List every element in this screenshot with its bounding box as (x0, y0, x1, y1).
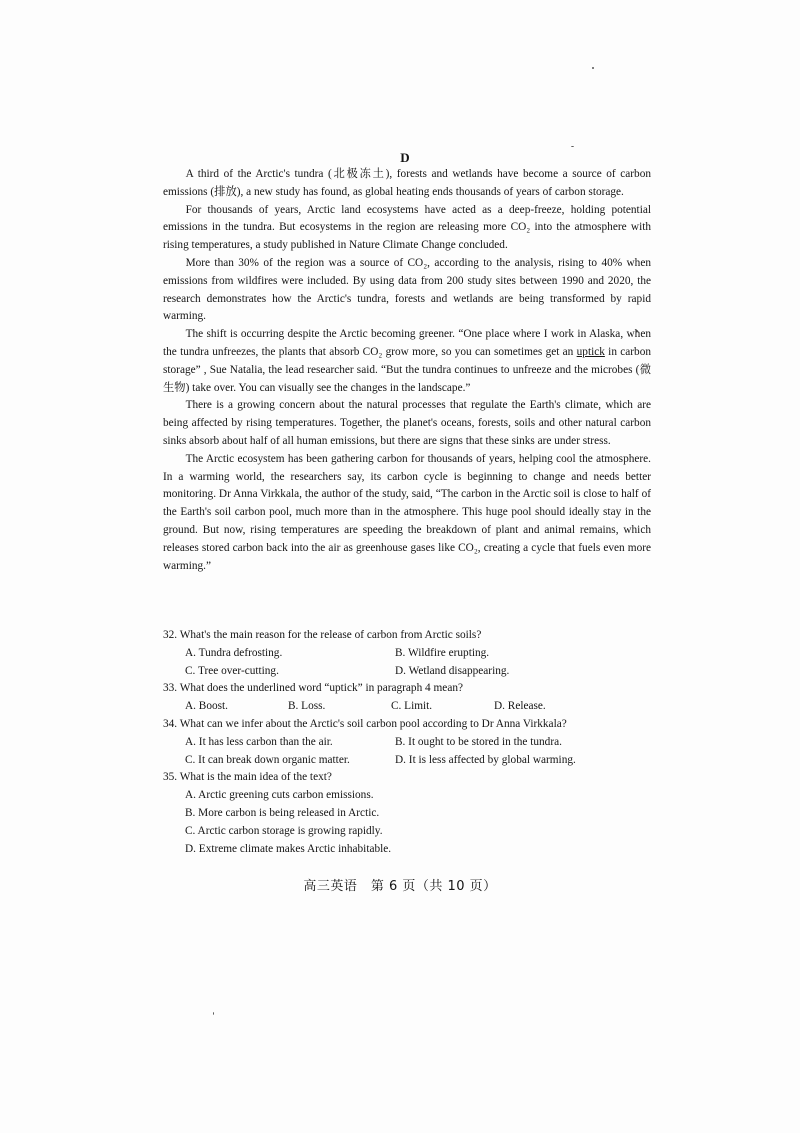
scan-speck (592, 67, 594, 69)
question-33-option-d: D. Release. (494, 700, 546, 713)
page-footer: 高三英语 第 6 页（共 10 页） (303, 879, 497, 894)
question-32-options-row-1 (185, 645, 653, 663)
passage-paragraph-3: More than 30% of the region was a source of CO₂, according to the analysis, rising to 40% when emissions from wildfires were included. By using data from 200 study sites between 1990 and 2020, the research demonstrates how the Arctic's tundra, forests and wetlands are being transformed by rapid warming. (163, 256, 651, 323)
question-35-option-c: C. Arctic carbon storage is growing rapidly. (185, 824, 383, 837)
question-34-option-b: B. It ought to be stored in the tundra. (395, 735, 562, 748)
passage-paragraph-4: The shift is occurring despite the Arctic becoming greener. “One place where I work in Alaska, when the tundra unfreezes, the plants that absorb CO₂ grow more, so you can sometimes get an uptick in carbon storage” , Sue Natalia, the lead researcher said. “But the tundra continues to unfreeze and the microbes (微生物) take over. You can visually see the changes in the landscape.” (163, 328, 651, 394)
passage-paragraph-5: There is a growing concern about the natural processes that regulate the Earth's climate, which are being affected by rising temperatures. Together, the planet's oceans, forests, soils and other natural carbon sinks absorb about half of all human emissions, but there are signs that these sinks are under stress. (163, 399, 651, 447)
passage-paragraph-6: The Arctic ecosystem has been gathering carbon for thousands of years, helping cool the atmosphere. In a warming world, the researchers say, its carbon cycle is beginning to change and needs better monitoring. Dr Anna Virkkala, the author of the study, said, “The carbon in the Arctic soil is close to half of the Earth's soil carbon pool, much more than in the atmosphere. This huge pool should ideally stay in the ground. But now, rising temperatures are speeding the breakdown of plant and animal remains, which releases stored carbon back into the air as greenhouse gases like CO₂, creating a cycle that fuels even more warming.” (163, 452, 651, 572)
question-33-option-a: A. Boost. (185, 700, 228, 713)
question-35-option-d: D. Extreme climate makes Arctic inhabitable. (185, 842, 392, 855)
question-32-option-b: B. Wildfire erupting. (395, 646, 490, 659)
question-32-option-d: D. Wetland disappearing. (395, 664, 510, 677)
passage-paragraph-1: A third of the Arctic's tundra (北极冻土), forests and wetlands have become a source of carbon emissions (排放), a new study has found, as global heating ends thousands of years of carbon storage. (163, 168, 651, 198)
question-list (163, 627, 653, 858)
question-34-options-row-2 (185, 752, 653, 770)
question-34-option-a: A. It has less carbon than the air. (185, 735, 333, 748)
question-34-options-row-1 (185, 734, 653, 752)
underlined-word-uptick: uptick (576, 345, 605, 358)
question-32-option-a: A. Tundra defrosting. (185, 646, 283, 659)
question-35-option-a: A. Arctic greening cuts carbon emissions. (185, 789, 374, 802)
question-33-options-row (185, 698, 653, 716)
question-34-option-d: D. It is less affected by global warming. (395, 753, 576, 766)
question-35-option-b: B. More carbon is being released in Arctic. (185, 806, 380, 819)
scan-speck (213, 1012, 214, 1015)
question-32-option-c: C. Tree over-cutting. (185, 664, 279, 677)
question-35-stem: 35. What is the main idea of the text? (163, 771, 332, 784)
question-33-stem: 33. What does the underlined word “uptick” in paragraph 4 mean? (163, 682, 463, 695)
question-33-option-c: C. Limit. (391, 700, 433, 713)
passage-title: D (400, 150, 410, 165)
question-33-option-b: B. Loss. (288, 700, 326, 713)
reading-passage (163, 166, 651, 575)
question-34-stem: 34. What can we infer about the Arctic's soil carbon pool according to Dr Anna Virkkala? (163, 717, 567, 730)
question-34-option-c: C. It can break down organic matter. (185, 753, 350, 766)
question-32-options-row-2 (185, 663, 653, 681)
passage-paragraph-2: For thousands of years, Arctic land ecosystems have acted as a deep-freeze, holding potential emissions in the tundra. But ecosystems in the region are releasing more CO₂ into the atmosphere with rising temperatures, a study published in Nature Climate Change concluded. (163, 203, 651, 252)
question-32-stem: 32. What's the main reason for the release of carbon from Arctic soils? (163, 629, 482, 641)
scan-speck (571, 146, 574, 147)
